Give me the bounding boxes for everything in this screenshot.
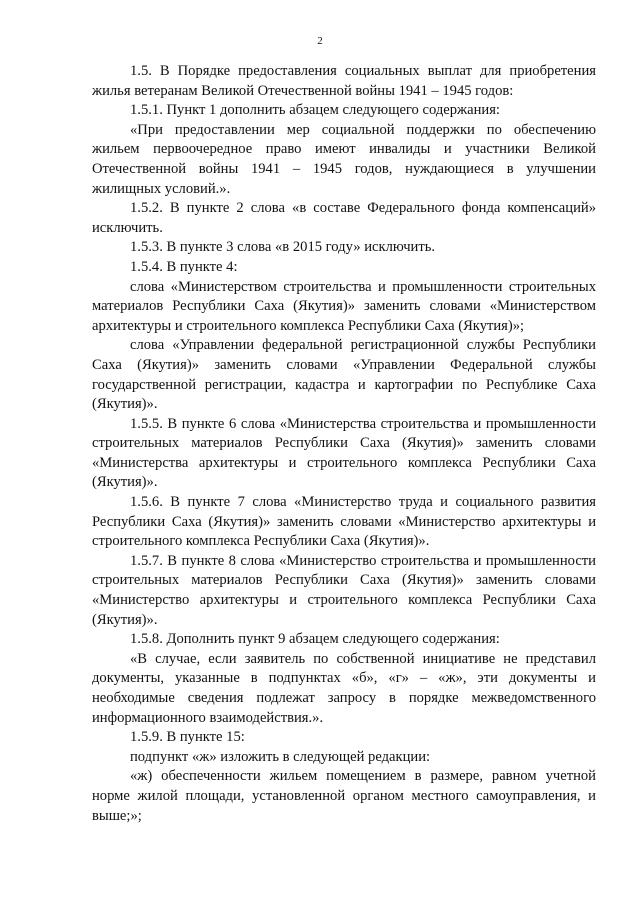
paragraph-1-5-8-text: «В случае, если заявитель по собственной инициативе не представил документы, указанные в подпунктах «б», «г» – «ж», эти документы и необходимые сведения подлежат запросу в порядке межведомственного информационного взаимодействия.». [92, 650, 596, 726]
paragraph-1-5-9-a: подпункт «ж» изложить в следующей редакции: [130, 748, 431, 765]
paragraph-1-5-1: 1.5.1. Пункт 1 дополнить абзацем следующего содержания: [130, 102, 500, 119]
paragraph-1-5-1-text: «При предоставлении мер социальной поддержки по обеспечению жильем первоочередное право имеют инвалиды и участники Великой Отечественной войны 1941 – 1945 годов, нуждающиеся в улучшении жилищных условий.». [92, 121, 596, 197]
paragraph-1-5-4-a: слова «Министерством строительства и промышленности строительных материалов Республики Саха (Якутия)» заменить словами «Министерством архитектуры и строительного комплекса Республики Саха (Якутия)»; [92, 278, 596, 334]
paragraph-1-5-3: 1.5.3. В пункте 3 слова «в 2015 году» исключить. [130, 239, 436, 256]
paragraph-1-5-9-b: «ж) обеспеченности жильем помещением в размере, равном учетной норме жилой площади, установленной органом местного самоуправления, и выше;»; [92, 768, 596, 824]
paragraph-1-5: 1.5. В Порядке предоставления социальных выплат для приобретения жилья ветеранам Великой Отечественной войны 1941 – 1945 годов: [92, 63, 596, 99]
document-body [92, 62, 596, 826]
paragraph-1-5-2: 1.5.2. В пункте 2 слова «в составе Федерального фонда компенсаций» исключить. [92, 200, 596, 236]
paragraph-1-5-7: 1.5.7. В пункте 8 слова «Министерство строительства и промышленности строительных материалов Республики Саха (Якутия)» заменить словами «Министерство архитектуры и строительного комплекса Республики Саха (Якутия)». [92, 552, 596, 628]
paragraph-1-5-4-b: слова «Управлении федеральной регистрационной службы Республики Саха (Якутия)» заменить словами «Управлении Федеральной службы государственной регистрации, кадастра и картографии по Республике Саха (Якутия)». [92, 337, 596, 413]
paragraph-1-5-9: 1.5.9. В пункте 15: [130, 729, 245, 746]
paragraph-1-5-8: 1.5.8. Дополнить пункт 9 абзацем следующего содержания: [130, 631, 500, 648]
paragraph-1-5-5: 1.5.5. В пункте 6 слова «Министерства строительства и промышленности строительных материалов Республики Саха (Якутия)» заменить словами «Министерства архитектуры и строительного комплекса Республики Саха (Якутия)». [92, 415, 596, 491]
paragraph-1-5-4: 1.5.4. В пункте 4: [130, 258, 238, 275]
paragraph-1-5-6: 1.5.6. В пункте 7 слова «Министерство труда и социального развития Республики Саха (Якутия)» заменить словами «Министерство архитектуры и строительного комплекса Республики Саха (Якутия)». [92, 494, 596, 550]
page-number: 2 [317, 35, 323, 47]
